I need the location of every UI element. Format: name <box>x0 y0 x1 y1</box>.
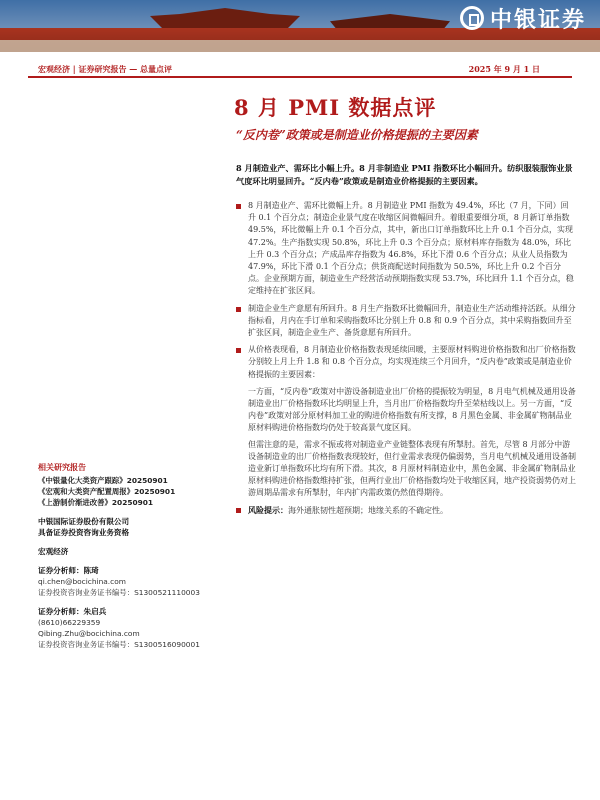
report-category: 宏观经济 | 证券研究报告 — 总量点评 <box>38 64 173 74</box>
analyst-phone: (8610)66229359 <box>38 618 101 627</box>
analyst-name: 证券分析师：朱启兵 <box>38 607 107 616</box>
header-divider <box>28 76 572 78</box>
related-report-link[interactable]: 《中银量化大类资产跟踪》20250901 <box>38 476 168 485</box>
report-title: 8 月 PMI 数据点评 <box>234 95 437 120</box>
boc-logo-icon <box>460 6 484 30</box>
report-date: 2025 年 9 月 1 日 <box>468 64 540 74</box>
risk-label: 风险提示： <box>248 504 288 515</box>
company-logo <box>460 4 586 32</box>
analyst-cert: 证券投资咨询业务证书编号：S1300516090001 <box>38 640 200 649</box>
palace-roof <box>150 8 300 28</box>
related-reports-heading: 相关研究报告 <box>38 463 86 472</box>
firm-name: 中银国际证券股份有限公司 <box>38 517 130 526</box>
body-paragraph: 一方面，“反内卷”政策对中游设备制造业出厂价格的提振较为明显，8 月电气机械及通用设备制造业出厂价格指数环比均明显上升，当月出厂价格指数均升至荣枯线以上。另一方面，“反内卷”政策对部分原材料加工业的购进价格指数有所支撑，8 月黑色金属、非金属矿物制品业原材料购进价格指数均仍处于较高景气度区间。 <box>248 386 576 433</box>
report-lead: 8 月制造业产、需环比小幅上升。8 月非制造业 PMI 指数环比小幅回升。纺织服装服饰业景气度环比明显回升。“反内卷”政策或是制造业价格提振的主要因素。 <box>236 163 573 186</box>
related-report-link[interactable]: 《上游制价渐进改善》20250901 <box>38 498 154 507</box>
header-banner <box>0 0 600 52</box>
sidebar <box>38 462 228 650</box>
analyst-email[interactable]: Qibing.Zhu@bocichina.com <box>38 629 140 638</box>
risk-text: 海外通胀韧性超预期；地缘关系的不确定性。 <box>288 505 448 515</box>
bullet-text: 从价格表现看，8 月制造业价格指数表现延续回暖，主要原材料购进价格指数和出厂价格指数分别较上月上升 1.8 和 0.8 个百分点，均实现连续三个月回升，“反内卷”政策或是制造业价格提振的主要因素： <box>248 345 576 379</box>
bullet-item <box>236 303 576 340</box>
bullet-square-icon <box>236 508 241 513</box>
bullet-text: 8 月制造业产、需环比微幅上升。8 月制造业 PMI 指数为 49.4%，环比（7 月，下同）回升 0.1 个百分点；制造企业景气度在收缩区间微幅回升。着眼重要细分项，8 月新订单指数 49.5%，环比微幅上升 0.1 个百分点，其中，新出口订单指数环比上升 0.1 个百分点，实现 47.2%。生产指数实现 50.8%，环比上升 0.3 个百分点；原材料库存指数为 48.0%，环比上升 0.3 个百分点；产成品库存指数为 46.8%，环比下滑 0.6 个百分点；从业人员指数为 47.9%，环比下滑 0.1 个百分点；供货商配送时间指数为 50.5%，环比上升 0.2 个百分点。企业预期方面，制造业生产经营活动预期指数实现 53.7%，环比回升 1.1 个百分点，稳定维持在扩张区间。 <box>248 201 574 296</box>
body-paragraph: 但需注意的是，需求不振或将对制造业产业链整体表现有所掣肘。首先，尽管 8 月部分中游设备制造业的出厂价格指数表现较好，但行业需求表现仍偏弱势，当月电气机械及通用设备制造业新订单指数环比均有所下滑。其次，8 月原材料制造业中，黑色金属、非金属矿物制品业原材料购进价格指数维持扩张，但两行业出厂价格指数均处于收缩区间，地产投资弱势仍对上游周期品需求有所掣肘，年内扩内需政策仍然值得期待。 <box>248 439 576 498</box>
bullet-item <box>236 200 576 298</box>
bullet-item <box>236 344 576 381</box>
related-report-link[interactable]: 《宏观和大类资产配置周报》20250901 <box>38 487 176 496</box>
palace-steps <box>0 40 600 52</box>
risk-bullet <box>236 504 576 517</box>
bullet-square-icon <box>236 307 241 312</box>
report-body <box>236 200 576 522</box>
bullet-text: 制造企业生产意愿有所回升。8 月生产指数环比微幅回升，制造业生产活动维持活跃。从细分指标看，月内在手订单和采购指数环比分别上升 0.8 和 0.9 个百分点，其中采购指数回升至扩张区间，制造企业生产、备货意愿有所回升。 <box>248 303 576 338</box>
sidebar-section: 宏观经济 <box>38 547 69 556</box>
analyst-name: 证券分析师：陈琦 <box>38 566 99 575</box>
logo-text: 中银证券 <box>489 7 586 33</box>
bullet-square-icon <box>236 348 241 353</box>
analyst-email[interactable]: qi.chen@bocichina.com <box>38 577 126 586</box>
firm-license: 具备证券投资咨询业务资格 <box>38 528 130 537</box>
analyst-cert: 证券投资咨询业务证书编号：S1300521110003 <box>38 588 200 597</box>
bullet-square-icon <box>236 204 241 209</box>
report-subtitle: “反内卷”政策或是制造业价格提振的主要因素 <box>236 128 478 142</box>
